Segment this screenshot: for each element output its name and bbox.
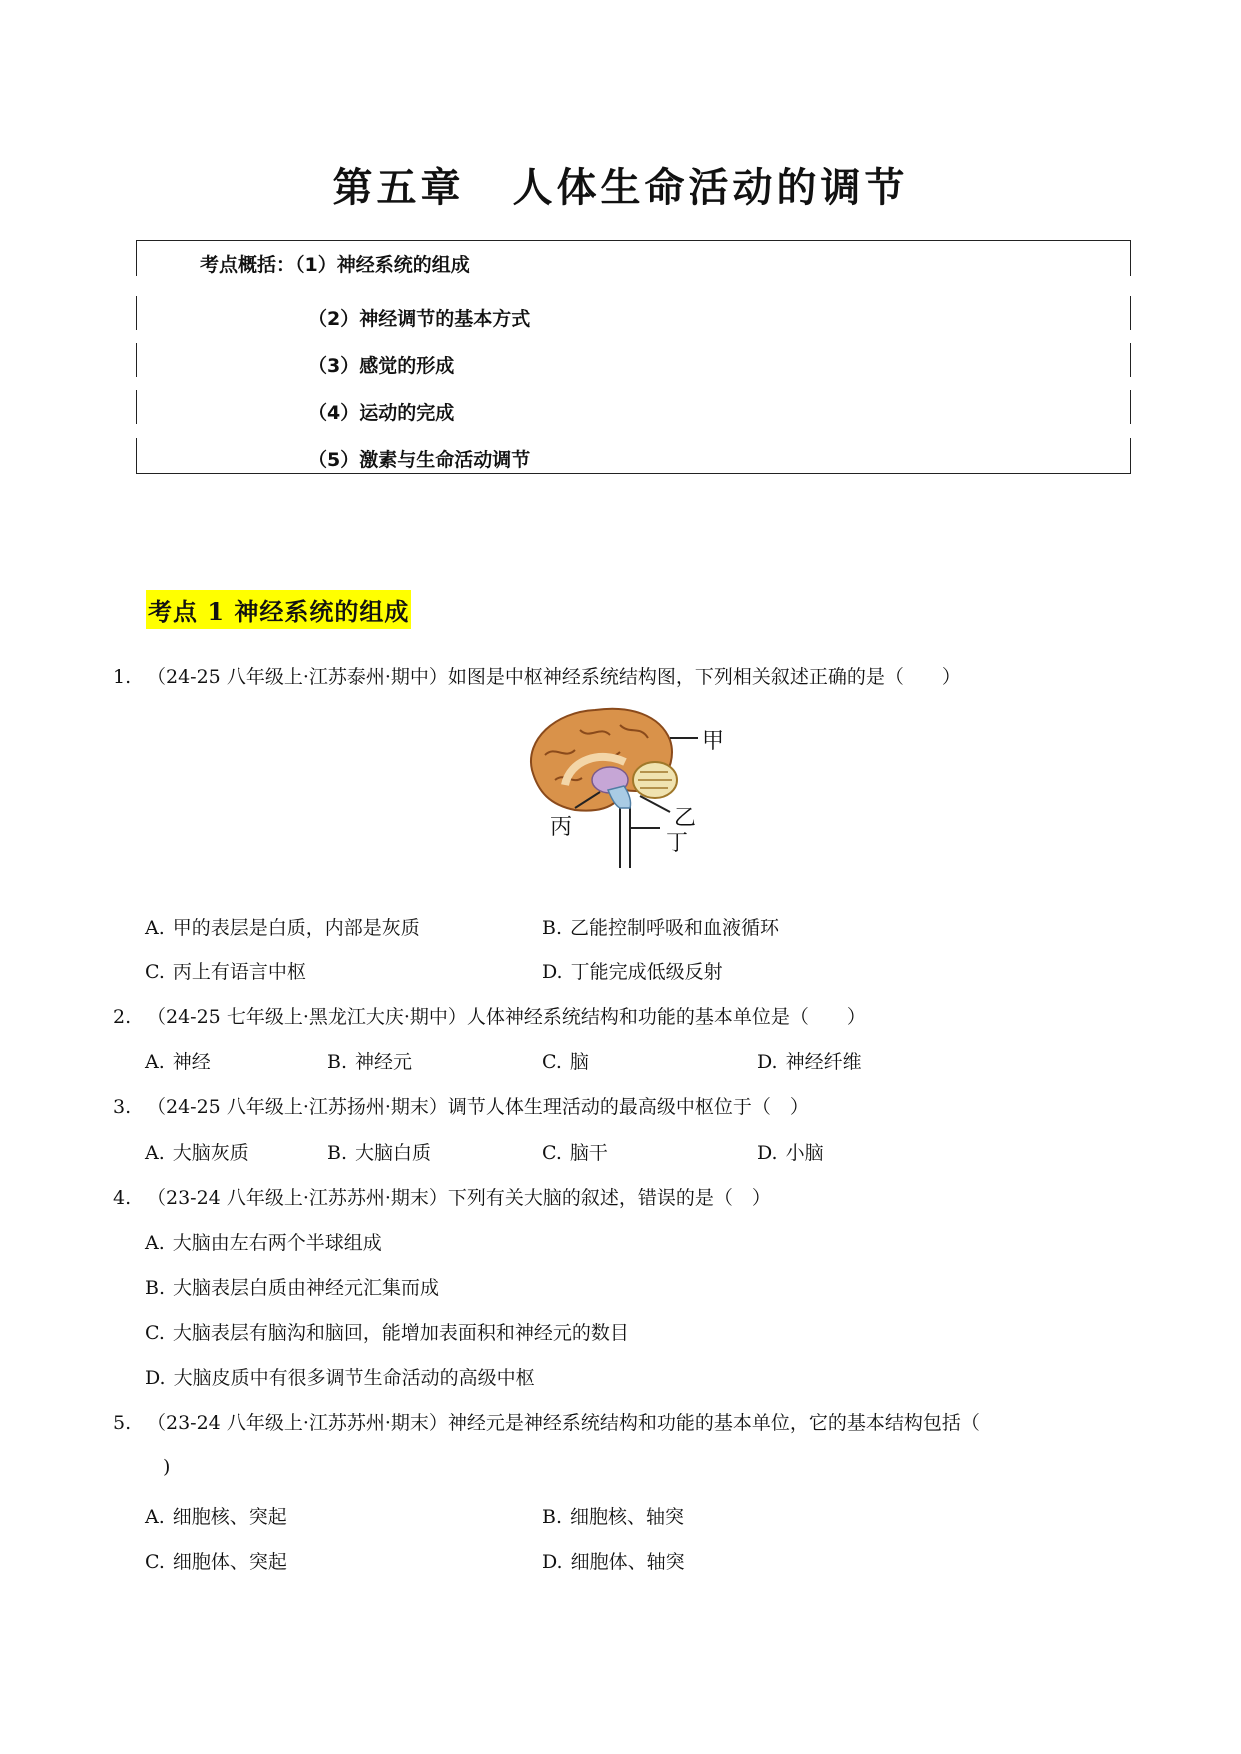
question-1 xyxy=(113,662,961,689)
summary-item: （5）激素与生命活动调节 xyxy=(308,449,531,471)
question-stem: （23-24 八年级上·江苏苏州·期末）下列有关大脑的叙述，错误的是（ ） xyxy=(147,1187,771,1209)
question-stem: （24-25 七年级上·黑龙江大庆·期中）人体神经系统结构和功能的基本单位是（ ） xyxy=(147,1006,866,1028)
question-stem: （23-24 八年级上·江苏苏州·期末）神经元是神经系统结构和功能的基本单位，它的基本结构包括（ xyxy=(147,1412,980,1434)
option-b[interactable]: B. 神经元 xyxy=(327,1051,413,1073)
label-jia: 甲 xyxy=(702,729,725,754)
option-c[interactable]: C. 脑 xyxy=(542,1051,589,1073)
option-a[interactable]: A. 大脑灰质 xyxy=(145,1142,249,1164)
question-number: 3. xyxy=(113,1096,132,1118)
label-ding: 丁 xyxy=(666,831,689,856)
box-left-border xyxy=(136,438,137,474)
question-number: 4. xyxy=(113,1187,132,1209)
label-bing: 丙 xyxy=(550,815,573,840)
box-right-border xyxy=(1130,390,1131,424)
question-stem: （24-25 八年级上·江苏泰州·期中）如图是中枢神经系统结构图，下列相关叙述正确的是（ ） xyxy=(147,666,961,688)
option-c[interactable]: C. 脑干 xyxy=(542,1142,608,1164)
section-heading: 考点 1 神经系统的组成 xyxy=(146,590,411,629)
option-a[interactable]: A. 细胞核、突起 xyxy=(145,1506,287,1528)
summary-item: （4）运动的完成 xyxy=(308,402,455,424)
option-b[interactable]: B. 大脑白质 xyxy=(327,1142,432,1164)
box-bottom-border xyxy=(136,473,1131,474)
box-right-border xyxy=(1130,343,1131,377)
brain-illustration xyxy=(520,700,770,870)
question-5-continuation: ) xyxy=(163,1456,171,1478)
cns-figure xyxy=(520,700,770,870)
option-b[interactable]: B. 大脑表层白质由神经元汇集而成 xyxy=(145,1277,440,1299)
summary-lead-label: 考点概括： xyxy=(200,254,296,276)
summary-item: 考点概括：（1）神经系统的组成 xyxy=(200,254,470,276)
option-a[interactable]: A. 大脑由左右两个半球组成 xyxy=(145,1232,382,1254)
question-number: 5. xyxy=(113,1412,132,1434)
question-5 xyxy=(113,1408,980,1435)
label-yi: 乙 xyxy=(674,806,697,831)
option-b[interactable]: B. 细胞核、轴突 xyxy=(542,1506,685,1528)
option-d[interactable]: D. 丁能完成低级反射 xyxy=(542,961,723,983)
chapter-number: 第五章 xyxy=(332,164,465,211)
box-right-border xyxy=(1130,240,1131,276)
option-d[interactable]: D. 神经纤维 xyxy=(757,1051,862,1073)
question-stem: （24-25 八年级上·江苏扬州·期末）调节人体生理活动的最高级中枢位于（ ） xyxy=(147,1096,809,1118)
box-left-border xyxy=(136,296,137,330)
option-d[interactable]: D. 小脑 xyxy=(757,1142,824,1164)
summary-item: （3）感觉的形成 xyxy=(308,355,455,377)
box-left-border xyxy=(136,390,137,424)
option-c[interactable]: C. 细胞体、突起 xyxy=(145,1551,287,1573)
box-right-border xyxy=(1130,296,1131,330)
key-points-summary-box xyxy=(136,240,1131,474)
option-a[interactable]: A. 甲的表层是白质，内部是灰质 xyxy=(145,917,420,939)
chapter-title: 人体生命活动的调节 xyxy=(512,164,909,211)
option-d[interactable]: D. 细胞体、轴突 xyxy=(542,1551,685,1573)
question-number: 1. xyxy=(113,666,132,688)
option-c[interactable]: C. 丙上有语言中枢 xyxy=(145,961,306,983)
option-a[interactable]: A. 神经 xyxy=(145,1051,211,1073)
option-c[interactable]: C. 大脑表层有脑沟和脑回，能增加表面积和神经元的数目 xyxy=(145,1322,629,1344)
option-b[interactable]: B. 乙能控制呼吸和血液循环 xyxy=(542,917,780,939)
box-left-border xyxy=(136,240,137,276)
page-title xyxy=(0,156,1241,213)
option-d[interactable]: D. 大脑皮质中有很多调节生命活动的高级中枢 xyxy=(145,1367,535,1389)
question-4 xyxy=(113,1183,771,1210)
box-right-border xyxy=(1130,438,1131,474)
box-left-border xyxy=(136,343,137,377)
summary-item: （2）神经调节的基本方式 xyxy=(308,308,531,330)
question-3 xyxy=(113,1092,809,1119)
question-2 xyxy=(113,1002,866,1029)
question-number: 2. xyxy=(113,1006,132,1028)
box-top-border xyxy=(136,240,1131,241)
